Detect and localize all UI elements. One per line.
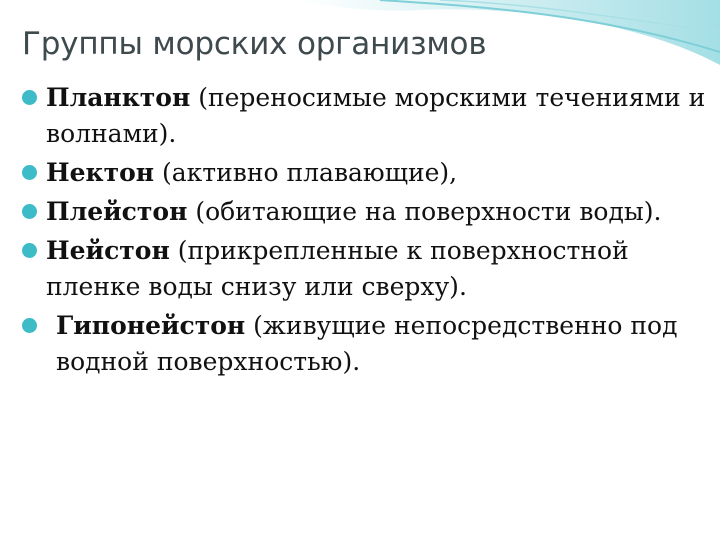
term-description: (прикрепленные к поверхностной пленке воды снизу или сверху). [46,236,629,301]
term-label: Плейстон [46,197,188,226]
term-label: Гипонейстон [56,311,246,340]
list-item-hyponeuston [20,308,710,380]
term-description: (активно плавающие), [154,158,458,187]
list-item-neuston [20,233,710,305]
list-item-pleuston [20,194,710,230]
term-label: Нектон [46,158,155,187]
bullet-icon [22,243,37,258]
list-item-nekton [20,155,710,191]
bullet-icon [22,204,37,219]
term-description: (переносимые морскими течениями и волнами). [46,83,706,148]
bullet-icon [22,318,37,333]
term-label: Планктон [46,83,191,112]
bullet-icon [22,165,37,180]
term-description: (обитающие на поверхности воды). [187,197,662,226]
bullet-icon [22,90,37,105]
slide-title: Группы морских организмов [22,26,487,62]
list-item-plankton [20,80,710,152]
term-description: (живущие непосредственно под водной поверхностью). [56,311,678,376]
term-label: Нейстон [46,236,170,265]
organism-group-list [20,80,710,383]
